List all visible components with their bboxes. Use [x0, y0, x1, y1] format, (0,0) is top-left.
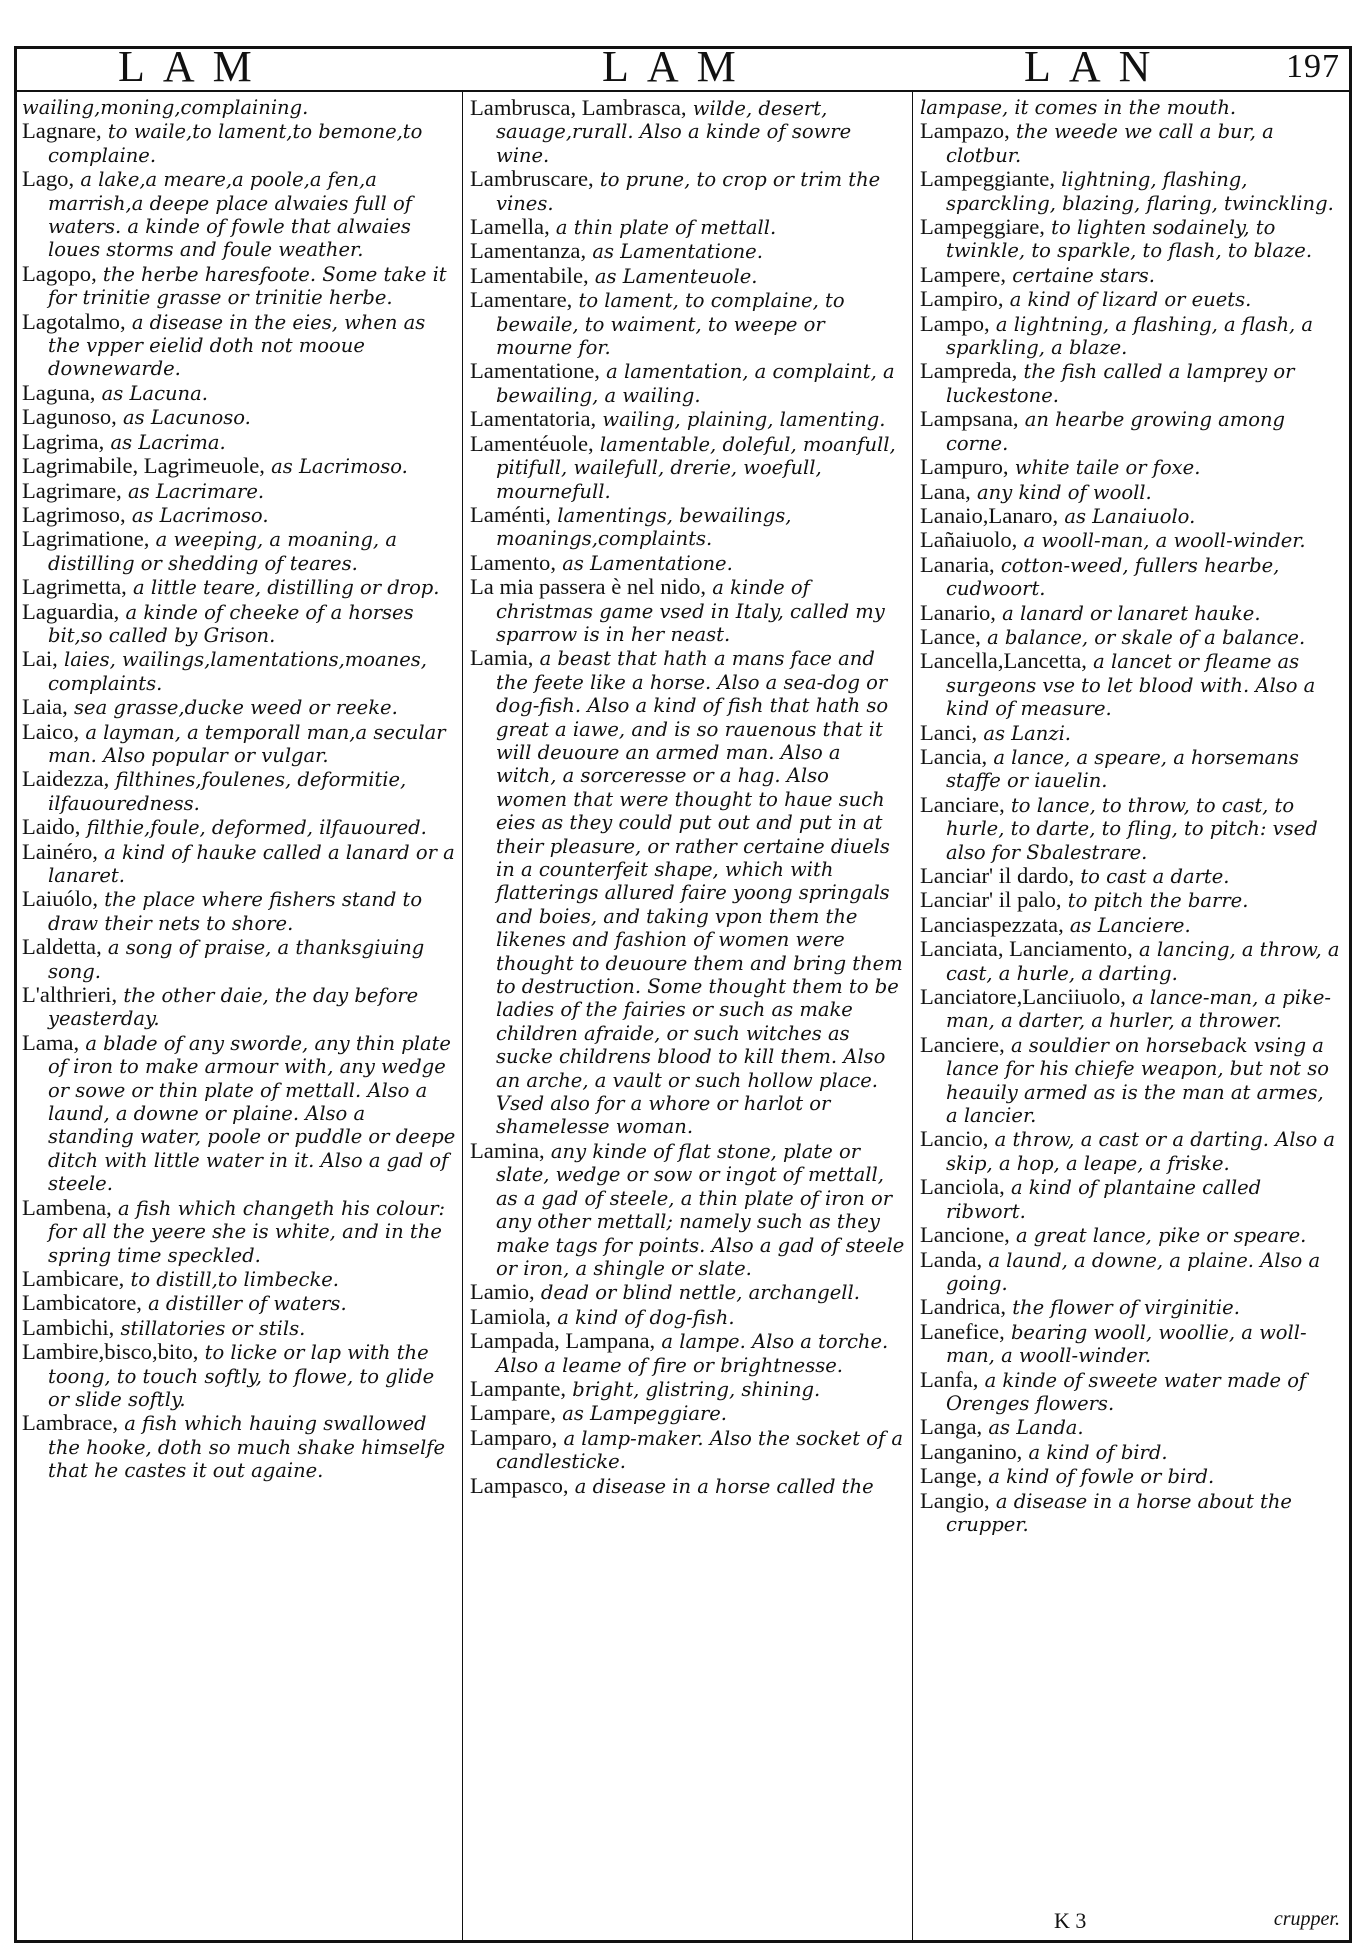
dictionary-entry: [920, 1440, 1340, 1464]
entry-headword: Lampreda,: [920, 358, 1018, 384]
dictionary-entry: [22, 575, 456, 599]
entry-headword: Lanciola,: [920, 1174, 1005, 1200]
entry-definition: a fish which changeth his colour: for all the yeere she is white, and in the spring time speckled.: [48, 1196, 446, 1267]
entry-headword: Lamento,: [470, 549, 557, 575]
entry-headword: Lana,: [920, 478, 971, 504]
dictionary-entry: [920, 1248, 1340, 1296]
dictionary-entry: [920, 119, 1340, 167]
entry-definition: a lance, a speare, a horsemans staffe or iauelin.: [946, 745, 1299, 793]
entry-headword: Lampeggiante,: [920, 166, 1055, 192]
entry-definition: a laund, a downe, a plaine. Also a going.: [946, 1248, 1321, 1295]
entry-definition: as Landa.: [988, 1416, 1084, 1440]
entry-headword: Lago,: [22, 166, 75, 192]
dictionary-entry: [920, 985, 1340, 1033]
entry-headword: Langio,: [920, 1487, 990, 1513]
dictionary-entry: [470, 1426, 906, 1474]
entry-headword: Lamentabile,: [470, 262, 589, 288]
dictionary-entry: [22, 503, 456, 527]
entry-definition: as Lamentatione.: [592, 240, 763, 264]
entry-definition: a lancet or fleame as surgeons vse to let blood with. Also a kind of measure.: [946, 650, 1316, 721]
entry-definition: wilde, desert, sauage,rurall. Also a kinde of sowre wine.: [496, 97, 852, 167]
running-header: [14, 42, 1352, 92]
entry-headword: Lange,: [920, 1463, 983, 1489]
catchword: crupper.: [1273, 1908, 1340, 1930]
entry-definition: an hearbe growing among corne.: [946, 408, 1286, 455]
entry-headword: Lambire,bisco,bito,: [22, 1339, 199, 1365]
dictionary-entry: [22, 454, 456, 478]
dictionary-entry: [920, 864, 1340, 888]
entry-definition: bright, glistring, shining.: [572, 1377, 821, 1401]
dictionary-entry: [22, 430, 456, 454]
entry-headword: Lanaio,Lanaro,: [920, 502, 1059, 528]
entry-headword: Laidezza,: [22, 766, 110, 792]
entry-definition: as Lacrimare.: [128, 479, 265, 503]
dictionary-entry: [470, 1401, 906, 1425]
dictionary-entry: [920, 455, 1340, 479]
entry-headword: Lamentatione,: [470, 358, 600, 384]
dictionary-entry: [470, 575, 906, 646]
dictionary-entry: [22, 527, 456, 575]
header-left: LAM: [118, 42, 270, 91]
entry-headword: Lanciere,: [920, 1031, 1005, 1057]
entry-definition: a beast that hath a mans face and the feete like a horse. Also a sea-dog or dog-fish. Also a kind of fish that hath so great a iawe, and is so rauenous that it will deuoure an armed man. Also a witch, a sorceresse or a hag. Also women that were thought to haue such eies as they could put out and put in at their pleasure, or rather certaine diuels in a counterfeit shape, which with flatterings allured faire yoong springals and boies, and taking vpon them the likenes and fashion of women were thought to deuoure them and bring them to destruction. Some thought them to be ladies of the fairies or such as make children afraide, or such witches as sucke childrens blood to kill them. Also an arche, a vault or such hollow place. Vsed also for a whore or harlot or shamelesse woman.: [496, 647, 903, 1139]
entry-headword: Langa,: [920, 1414, 983, 1440]
entry-definition: a kinde of christmas game vsed in Italy, called my sparrow is in her neast.: [496, 576, 885, 646]
entry-definition: a lance-man, a pike-man, a darter, a hurler, a thrower.: [946, 986, 1331, 1033]
entry-definition: lamentable, doleful, moanfull, pitifull, wailefull, drerie, woefull, mournefull.: [496, 432, 896, 503]
entry-headword: Lampsana,: [920, 406, 1019, 432]
dictionary-entry: [470, 288, 906, 359]
entry-definition: a balance, or skale of a balance.: [987, 625, 1306, 649]
entry-definition: bearing wooll, woollie, a woll-man, a wooll-winder.: [946, 1320, 1307, 1368]
entry-definition: the flower of virginitie.: [1012, 1296, 1240, 1320]
dictionary-entry: [920, 601, 1340, 625]
entry-definition: as Lacrimoso.: [271, 455, 408, 479]
entry-headword: Lampare,: [470, 1400, 556, 1426]
entry-headword: Laguna,: [22, 379, 96, 405]
dictionary-entry: [470, 1474, 906, 1498]
entry-headword: Lampuro,: [920, 454, 1009, 480]
entry-definition: stillatories or stils.: [120, 1316, 306, 1340]
entry-definition: a distiller of waters.: [148, 1292, 347, 1316]
entry-headword: Lamella,: [470, 214, 550, 240]
dictionary-entry: [22, 405, 456, 429]
signature-mark: K 3: [1054, 1908, 1087, 1933]
dictionary-entry: [22, 310, 456, 381]
entry-headword: Lagotalmo,: [22, 308, 126, 334]
dictionary-entry: [22, 600, 456, 648]
entry-definition: as Lacrimoso.: [131, 503, 269, 527]
entry-definition: lamentings, bewailings, moanings,complaints.: [496, 503, 792, 551]
entry-definition: a blade of any sworde, any thin plate of iron to make armour with, any wedge or sowe or thin plate of mettall. Also a laund, a downe or plaine. Also a standing water, poole or puddle or deepe ditch with little water in it. Also a gad of steele.: [48, 1031, 456, 1196]
dictionary-entry: [470, 432, 906, 503]
dictionary-entry: [920, 1464, 1340, 1488]
entry-definition: a little teare, distilling or drop.: [133, 576, 440, 600]
column-rule-2: [912, 92, 913, 1940]
entry-headword: Lance,: [920, 623, 981, 649]
dictionary-entry: [22, 983, 456, 1031]
dictionary-entry: [920, 625, 1340, 649]
column-1: [22, 96, 456, 1934]
header-center: LAM: [602, 42, 754, 91]
dictionary-entry: [22, 1267, 456, 1291]
entry-definition: filthie,foule, deformed, ilfauoured.: [86, 816, 427, 840]
dictionary-entry: [920, 1033, 1340, 1128]
entry-definition: a kind of lizard or euets.: [1009, 288, 1252, 312]
entry-headword: Lampada, Lampana,: [470, 1328, 656, 1354]
dictionary-entry: [920, 480, 1340, 504]
page-number: 197: [1286, 48, 1340, 85]
entry-headword: Lambrace,: [22, 1410, 119, 1436]
dictionary-entry: [920, 553, 1340, 601]
header-right: LAN: [1024, 42, 1169, 91]
dictionary-entry: [22, 96, 456, 119]
entry-headword: Lanciaspezzata,: [920, 911, 1064, 937]
entry-headword: Lamentéuole,: [470, 430, 594, 456]
entry-headword: Langanino,: [920, 1438, 1023, 1464]
dictionary-entry: [920, 1320, 1340, 1368]
entry-headword: Landrica,: [920, 1294, 1006, 1320]
dictionary-entry: [920, 913, 1340, 937]
entry-headword: Lampasco,: [470, 1472, 569, 1498]
entry-headword: Laico,: [22, 718, 80, 744]
entry-definition: a disease in a horse called the: [574, 1474, 874, 1498]
entry-definition: a lanard or lanaret hauke.: [1002, 601, 1261, 625]
entry-headword: Lanciata, Lanciamento,: [920, 936, 1133, 962]
dictionary-entry: [920, 215, 1340, 263]
entry-definition: a wooll-man, a wooll-winder.: [1023, 529, 1306, 553]
entry-headword: Lambichi,: [22, 1314, 115, 1340]
entry-definition: a kinde of cheeke of a horses bit,so called by Grison.: [48, 600, 414, 647]
dictionary-entry: [920, 359, 1340, 407]
dictionary-entry: [920, 721, 1340, 745]
dictionary-entry: [22, 815, 456, 839]
dictionary-entry: [22, 935, 456, 983]
entry-definition: the weede we call a bur, a clotbur.: [946, 120, 1274, 167]
entry-definition: to distill,to limbecke.: [130, 1267, 339, 1291]
entry-headword: Laguardia,: [22, 598, 120, 624]
dictionary-entry: [470, 1280, 906, 1304]
entry-definition: a kind of dog-fish.: [557, 1305, 735, 1329]
dictionary-entry: [22, 1411, 456, 1482]
entry-definition: to lighten sodainely, to twinkle, to sparkle, to flash, to blaze.: [946, 216, 1313, 263]
dictionary-entry: [22, 695, 456, 719]
entry-definition: wailing,moning,complaining.: [22, 96, 309, 119]
entry-headword: Lanciar' il dardo,: [920, 863, 1075, 888]
frame-right-rule: [1349, 46, 1352, 1941]
entry-headword: Lancione,: [920, 1222, 1010, 1248]
entry-definition: a great lance, pike or speare.: [1015, 1224, 1307, 1248]
entry-headword: Lanario,: [920, 599, 996, 625]
dictionary-entry: [22, 1031, 456, 1196]
dictionary-entry: [470, 1139, 906, 1280]
entry-definition: to licke or lap with the toong, to touch softly, to flowe, to glide or slide softly.: [48, 1341, 435, 1411]
entry-definition: as Lanaiuolo.: [1064, 504, 1196, 528]
column-3: [920, 96, 1340, 1934]
entry-definition: certaine stars.: [1012, 263, 1155, 287]
entry-definition: as Lampeggiare.: [562, 1402, 728, 1426]
entry-headword: Lanaria,: [920, 551, 995, 577]
entry-headword: Lampante,: [470, 1375, 567, 1401]
entry-headword: Lagunoso,: [22, 404, 117, 430]
dictionary-entry: [920, 96, 1340, 119]
entry-headword: Lancio,: [920, 1126, 989, 1152]
entry-headword: Lagrimoso,: [22, 501, 126, 527]
entry-definition: to waile,to lament,to bemone,to complaine.: [48, 120, 423, 167]
dictionary-entry: [22, 1291, 456, 1315]
entry-headword: Lambrusca, Lambrasca,: [470, 96, 687, 120]
entry-headword: Lancia,: [920, 743, 988, 769]
entry-headword: Laldetta,: [22, 934, 102, 960]
entry-definition: a song of praise, a thanksgiuing song.: [48, 936, 425, 983]
entry-headword: Lagrimabile, Lagrimeuole,: [22, 453, 265, 479]
entry-definition: a fish which hauing swallowed the hooke, doth so much shake himselfe that he castes it out againe.: [48, 1412, 445, 1483]
dictionary-entry: [920, 1415, 1340, 1439]
dictionary-entry: [470, 503, 906, 551]
entry-definition: the place where fishers stand to draw their nets to shore.: [48, 888, 423, 935]
entry-definition: a weeping, a moaning, a distilling or shedding of teares.: [48, 528, 397, 575]
entry-definition: any kind of wooll.: [977, 480, 1152, 504]
entry-headword: Laiuólo,: [22, 886, 98, 912]
dictionary-entry: [470, 1329, 906, 1377]
dictionary-entry: [920, 1489, 1340, 1537]
dictionary-entry: [22, 1196, 456, 1267]
entry-headword: Lanciatore,Lanciiuolo,: [920, 984, 1126, 1010]
dictionary-entry: [920, 407, 1340, 455]
entry-headword: Lancella,Lancetta,: [920, 648, 1087, 674]
entry-headword: Lamentare,: [470, 287, 573, 313]
entry-headword: Lanci,: [920, 719, 978, 745]
entry-definition: as Lacrima.: [110, 430, 226, 454]
entry-definition: to lament, to complaine, to bewaile, to waiment, to weepe or mourne for.: [496, 289, 845, 360]
dictionary-entry: [470, 264, 906, 288]
entry-definition: to prune, to crop or trim the vines.: [496, 168, 881, 215]
dictionary-entry: [920, 745, 1340, 793]
entry-definition: lampase, it comes in the mouth.: [920, 96, 1237, 119]
entry-headword: Lamia,: [470, 645, 534, 671]
dictionary-entry: [470, 96, 906, 167]
entry-definition: as Lamentatione.: [562, 551, 733, 575]
entry-headword: Lanciar' il palo,: [920, 887, 1062, 913]
dictionary-entry: [22, 647, 456, 695]
dictionary-entry: [22, 887, 456, 935]
entry-headword: Lagrima,: [22, 428, 105, 454]
dictionary-entry: [920, 649, 1340, 720]
dictionary-entry: [22, 840, 456, 888]
entry-headword: Lagopo,: [22, 260, 97, 286]
entry-definition: a layman, a temporall man,a secular man. Also popular or vulgar.: [48, 720, 446, 767]
entry-definition: wailing, plaining, lamenting.: [602, 408, 886, 432]
entry-headword: Lamina,: [470, 1137, 545, 1163]
entry-definition: lightning, flashing, sparckling, blazing, flaring, twinckling.: [946, 168, 1334, 215]
entry-definition: the other daie, the day before yeasterday.: [48, 984, 419, 1031]
dictionary-entry: [22, 119, 456, 167]
entry-headword: Lamentanza,: [470, 238, 587, 264]
entry-headword: Lambruscare,: [470, 166, 594, 192]
dictionary-entry: [22, 1316, 456, 1340]
dictionary-entry: [470, 167, 906, 215]
entry-headword: Lanciare,: [920, 791, 1005, 817]
entry-headword: Lambicare,: [22, 1265, 125, 1291]
entry-definition: a lightning, a flashing, a flash, a sparkling, a blaze.: [946, 312, 1314, 360]
entry-definition: to lance, to throw, to cast, to hurle, to darte, to fling, to pitch: vsed also for Sbalestrare.: [946, 793, 1318, 864]
entry-definition: a throw, a cast or a darting. Also a skip, a hop, a leape, a friske.: [946, 1128, 1336, 1175]
entry-headword: Lagnare,: [22, 118, 102, 144]
entry-headword: Lampeggiare,: [920, 214, 1045, 240]
entry-headword: Lai,: [22, 646, 58, 672]
entry-definition: the fish called a lamprey or luckestone.: [946, 360, 1295, 407]
dictionary-entry: [920, 1368, 1340, 1416]
entry-definition: a lancing, a throw, a cast, a hurle, a darting.: [946, 938, 1340, 985]
dictionary-entry: [22, 262, 456, 310]
entry-headword: Lagrimatione,: [22, 526, 150, 552]
entry-headword: Lagrimetta,: [22, 574, 127, 600]
dictionary-entry: [920, 888, 1340, 912]
entry-headword: Lamentatoria,: [470, 406, 597, 432]
dictionary-entry: [920, 263, 1340, 287]
dictionary-entry: [470, 239, 906, 263]
entry-headword: Lama,: [22, 1029, 80, 1055]
entry-headword: Lamiola,: [470, 1303, 551, 1329]
dictionary-entry: [920, 1223, 1340, 1247]
entry-headword: La mia passera è nel nido,: [470, 574, 707, 600]
entry-definition: cotton-weed, fullers hearbe, cudwoort.: [946, 553, 1280, 601]
entry-definition: filthines,foulenes, deformitie, ilfauouredness.: [48, 768, 407, 815]
entry-definition: a kind of hauke called a lanard or a lanaret.: [48, 840, 455, 887]
header-rule: [14, 90, 1352, 92]
dictionary-entry: [470, 215, 906, 239]
entry-headword: Lambicatore,: [22, 1290, 142, 1316]
dictionary-entry: [470, 359, 906, 407]
dictionary-entry: [22, 720, 456, 768]
entry-definition: as Lanzi.: [983, 721, 1072, 745]
entry-definition: to cast a darte.: [1080, 865, 1230, 888]
entry-definition: a kind of fowle or bird.: [988, 1465, 1215, 1489]
entry-definition: a lake,a meare,a poole,a fen,a marrish,a deepe place alwaies full of waters. a kinde of fowle that alwaies loues storms and foule weather.: [48, 168, 412, 262]
dictionary-entry: [22, 167, 456, 262]
entry-headword: Lanfa,: [920, 1366, 979, 1392]
entry-definition: as Lacuna.: [101, 381, 208, 405]
frame-left-rule: [14, 46, 17, 1941]
entry-headword: Laménti,: [470, 501, 551, 527]
dictionary-entry: [470, 1377, 906, 1401]
dictionary-entry: [920, 793, 1340, 864]
dictionary-entry: [22, 767, 456, 815]
dictionary-entry: [920, 528, 1340, 552]
entry-definition: a kinde of sweete water made of Orenges flowers.: [946, 1368, 1307, 1415]
dictionary-entry: [920, 937, 1340, 985]
frame-bottom-rule: [14, 1940, 1352, 1943]
entry-headword: Lampiro,: [920, 286, 1004, 312]
entry-definition: to pitch the barre.: [1067, 889, 1249, 913]
entry-definition: a lamentation, a complaint, a bewailing, a wailing.: [496, 360, 895, 407]
column-2: [470, 96, 906, 1934]
entry-definition: a thin plate of mettall.: [555, 216, 777, 240]
column-rule-1: [462, 92, 463, 1940]
entry-definition: white taile or foxe.: [1014, 456, 1201, 480]
entry-headword: Lamparo,: [470, 1424, 558, 1450]
entry-definition: dead or blind nettle, archangell.: [540, 1281, 860, 1305]
dictionary-entry: [920, 1175, 1340, 1223]
entry-headword: Lañaiuolo,: [920, 527, 1018, 553]
entry-headword: Lainéro,: [22, 838, 98, 864]
entry-definition: any kinde of flat stone, plate or slate, wedge or sow or ingot of mettall, as a gad of steele, a thin plate of iron or any other mettall; namely such as they make tags for points. Also a gad of steele or iron, a shingle or slate.: [496, 1139, 905, 1280]
dictionary-entry: [920, 312, 1340, 360]
dictionary-page: [14, 10, 1352, 1945]
entry-definition: a souldier on horseback vsing a lance for his chiefe weapon, but not so heauily armed as is the man at armes, a lancier.: [946, 1033, 1329, 1128]
dictionary-entry: [470, 646, 906, 1139]
entry-definition: a lampe. Also a torche. Also a leame of fire or brightnesse.: [496, 1330, 889, 1377]
entry-headword: Lambena,: [22, 1194, 112, 1220]
dictionary-entry: [22, 479, 456, 503]
dictionary-entry: [920, 1127, 1340, 1175]
entry-definition: as Lamenteuole.: [594, 264, 758, 288]
entry-headword: Laia,: [22, 694, 68, 720]
entry-headword: Lampazo,: [920, 118, 1010, 144]
dictionary-entry: [920, 1295, 1340, 1319]
entry-definition: a lamp-maker. Also the socket of a candlesticke.: [496, 1426, 904, 1474]
dictionary-entry: [470, 551, 906, 575]
entry-headword: L'althrieri,: [22, 982, 118, 1008]
entry-definition: as Lanciere.: [1069, 913, 1191, 937]
entry-definition: a kind of bird.: [1028, 1440, 1168, 1464]
entry-definition: the herbe haresfoote. Some take it for trinitie grasse or trinitie herbe.: [48, 262, 447, 310]
entry-headword: Lagrimare,: [22, 477, 122, 503]
dictionary-entry: [22, 381, 456, 405]
dictionary-entry: [920, 504, 1340, 528]
entry-definition: laies, wailings,lamentations,moanes, complaints.: [48, 648, 427, 695]
dictionary-entry: [920, 167, 1340, 215]
dictionary-entry: [920, 287, 1340, 311]
entry-headword: Lampere,: [920, 261, 1006, 287]
entry-headword: Lamio,: [470, 1279, 535, 1305]
dictionary-entry: [22, 1340, 456, 1411]
entry-definition: a disease in the eies, when as the vpper eielid doth not mooue downewarde.: [48, 310, 426, 381]
entry-definition: as Lacunoso.: [123, 406, 251, 430]
entry-headword: Lanefice,: [920, 1318, 1005, 1344]
dictionary-entry: [470, 407, 906, 431]
dictionary-entry: [470, 1305, 906, 1329]
entry-headword: Laido,: [22, 814, 81, 840]
entry-headword: Lampo,: [920, 310, 990, 336]
entry-definition: a kind of plantaine called ribwort.: [946, 1176, 1262, 1223]
entry-headword: Landa,: [920, 1246, 983, 1272]
entry-definition: sea grasse,ducke weed or reeke.: [74, 696, 398, 720]
entry-definition: a disease in a horse about the crupper.: [946, 1489, 1292, 1536]
